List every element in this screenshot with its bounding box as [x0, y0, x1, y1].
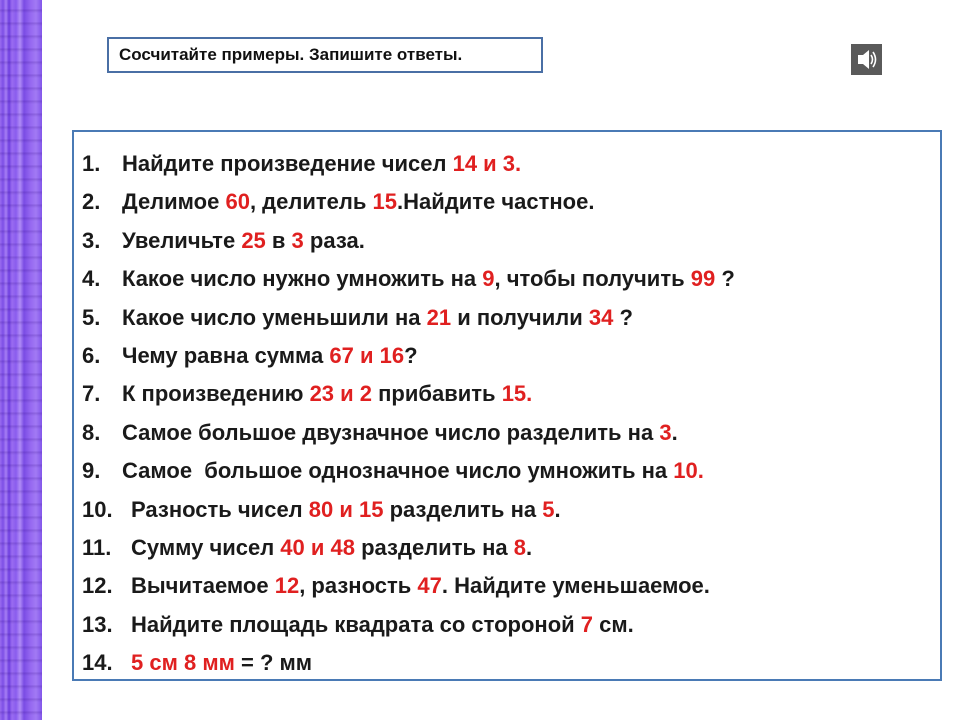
task-text-part: разделить на: [383, 496, 543, 522]
task-text: [131, 491, 561, 529]
task-item: [82, 337, 940, 375]
task-number-highlight: 99: [690, 266, 716, 292]
task-text-part: см.: [593, 611, 634, 637]
task-number-highlight: 80 и 15: [308, 496, 384, 522]
speaker-sound-icon[interactable]: [851, 44, 882, 75]
task-item: [82, 644, 940, 682]
task-item: [82, 567, 940, 605]
task-number-highlight: 8: [513, 534, 526, 560]
task-text: [122, 452, 704, 490]
task-number: 14.: [82, 650, 113, 676]
task-number: 1.: [82, 151, 101, 176]
task-number-highlight: 3: [291, 227, 304, 253]
task-text-part: Найдите площадь квадрата со стороной: [131, 611, 581, 637]
task-text-part: Чему равна сумма: [122, 342, 330, 368]
task-number-highlight: 40 и 48: [280, 534, 355, 560]
task-number-highlight: 7: [580, 611, 594, 637]
task-text: [122, 337, 418, 375]
task-item: [82, 299, 940, 337]
task-number: 7.: [82, 381, 101, 407]
task-text-part: .: [526, 534, 533, 560]
task-item: [82, 183, 940, 221]
task-text-part: , чтобы получить: [494, 266, 691, 292]
task-text: [122, 183, 594, 221]
task-number-highlight: 10.: [673, 458, 704, 484]
task-number-highlight: 34: [588, 304, 614, 330]
task-text: [122, 299, 633, 337]
decorative-stripe: [0, 0, 42, 720]
task-number: 6.: [82, 342, 101, 368]
task-number: 9.: [82, 458, 101, 484]
task-text-part: , делитель: [249, 189, 373, 215]
task-number-highlight: 5: [542, 496, 555, 522]
task-number-highlight: 47: [417, 573, 442, 599]
task-number-highlight: 5 см 8 мм: [131, 650, 235, 676]
task-item: [82, 414, 940, 452]
task-text: [122, 260, 735, 298]
task-number-highlight: 23 и 2: [309, 381, 373, 407]
task-text: [122, 145, 521, 183]
task-number: 5.: [82, 304, 101, 330]
task-text-part: .: [671, 419, 678, 445]
task-text-part: ?: [715, 266, 735, 292]
task-number: 13.: [82, 611, 113, 637]
task-text: [131, 644, 312, 682]
task-number-highlight: 9: [482, 266, 495, 292]
task-number: 3.: [82, 227, 101, 253]
instruction-box: [107, 37, 543, 73]
task-number: 10.: [82, 496, 113, 522]
task-text-part: Самое большое двузначное число разделить на: [122, 419, 660, 445]
task-text-part: Вычитаемое: [131, 573, 275, 599]
task-text-part: Делимое: [122, 189, 226, 215]
task-item: [82, 260, 940, 298]
task-number-highlight: 3: [659, 419, 672, 445]
task-text: [122, 222, 365, 260]
task-text: [131, 567, 710, 605]
task-text-part: в: [265, 227, 292, 253]
task-text: [131, 529, 532, 567]
task-list: [82, 145, 940, 682]
task-item: [82, 222, 940, 260]
task-text-part: Увеличьте: [122, 227, 242, 253]
task-item: [82, 145, 940, 183]
instruction-text: Сосчитайте примеры. Запишите ответы.: [119, 45, 463, 64]
task-list-box: [72, 130, 942, 681]
task-text-part: , разность: [299, 573, 418, 599]
task-item: [82, 375, 940, 413]
task-text-part: = ? мм: [234, 650, 313, 676]
task-text-part: разделить на: [355, 534, 514, 560]
task-number-highlight: 67 и 16: [329, 342, 405, 368]
task-text-part: Найдите произведение чисел: [122, 151, 453, 176]
task-number: 8.: [82, 419, 101, 445]
task-text: [122, 375, 532, 413]
task-number: 2.: [82, 189, 101, 215]
task-text-part: Какое число уменьшили на: [122, 304, 427, 330]
task-item: [82, 529, 940, 567]
task-text-part: Сумму чисел: [131, 534, 281, 560]
task-number-highlight: 14 и 3.: [452, 151, 522, 176]
task-number: 4.: [82, 266, 101, 292]
task-number-highlight: 15.: [501, 381, 533, 407]
task-text-part: К произведению: [122, 381, 310, 407]
task-item: [82, 606, 940, 644]
task-number-highlight: 21: [426, 304, 452, 330]
task-text-part: Какое число нужно умножить на: [122, 266, 483, 292]
task-text-part: ?: [613, 304, 633, 330]
task-text-part: и получили: [451, 304, 589, 330]
task-text: [131, 606, 634, 644]
task-text-part: прибавить: [372, 381, 502, 407]
task-text-part: раза.: [303, 227, 365, 253]
task-number: 12.: [82, 573, 113, 599]
task-number-highlight: 15: [372, 189, 397, 215]
task-text-part: ?: [404, 342, 418, 368]
task-text-part: . Найдите уменьшаемое.: [441, 573, 710, 599]
task-number-highlight: 12: [274, 573, 300, 599]
task-text-part: Самое большое однозначное число умножить на: [122, 458, 674, 484]
task-text-part: .Найдите частное.: [396, 189, 595, 215]
task-number-highlight: 60: [225, 189, 250, 215]
task-text-part: Разность чисел: [131, 496, 309, 522]
task-item: [82, 452, 940, 490]
task-number-highlight: 25: [241, 227, 266, 253]
task-item: [82, 491, 940, 529]
task-text: [122, 414, 678, 452]
task-text-part: .: [554, 496, 561, 522]
task-number: 11.: [82, 534, 112, 560]
